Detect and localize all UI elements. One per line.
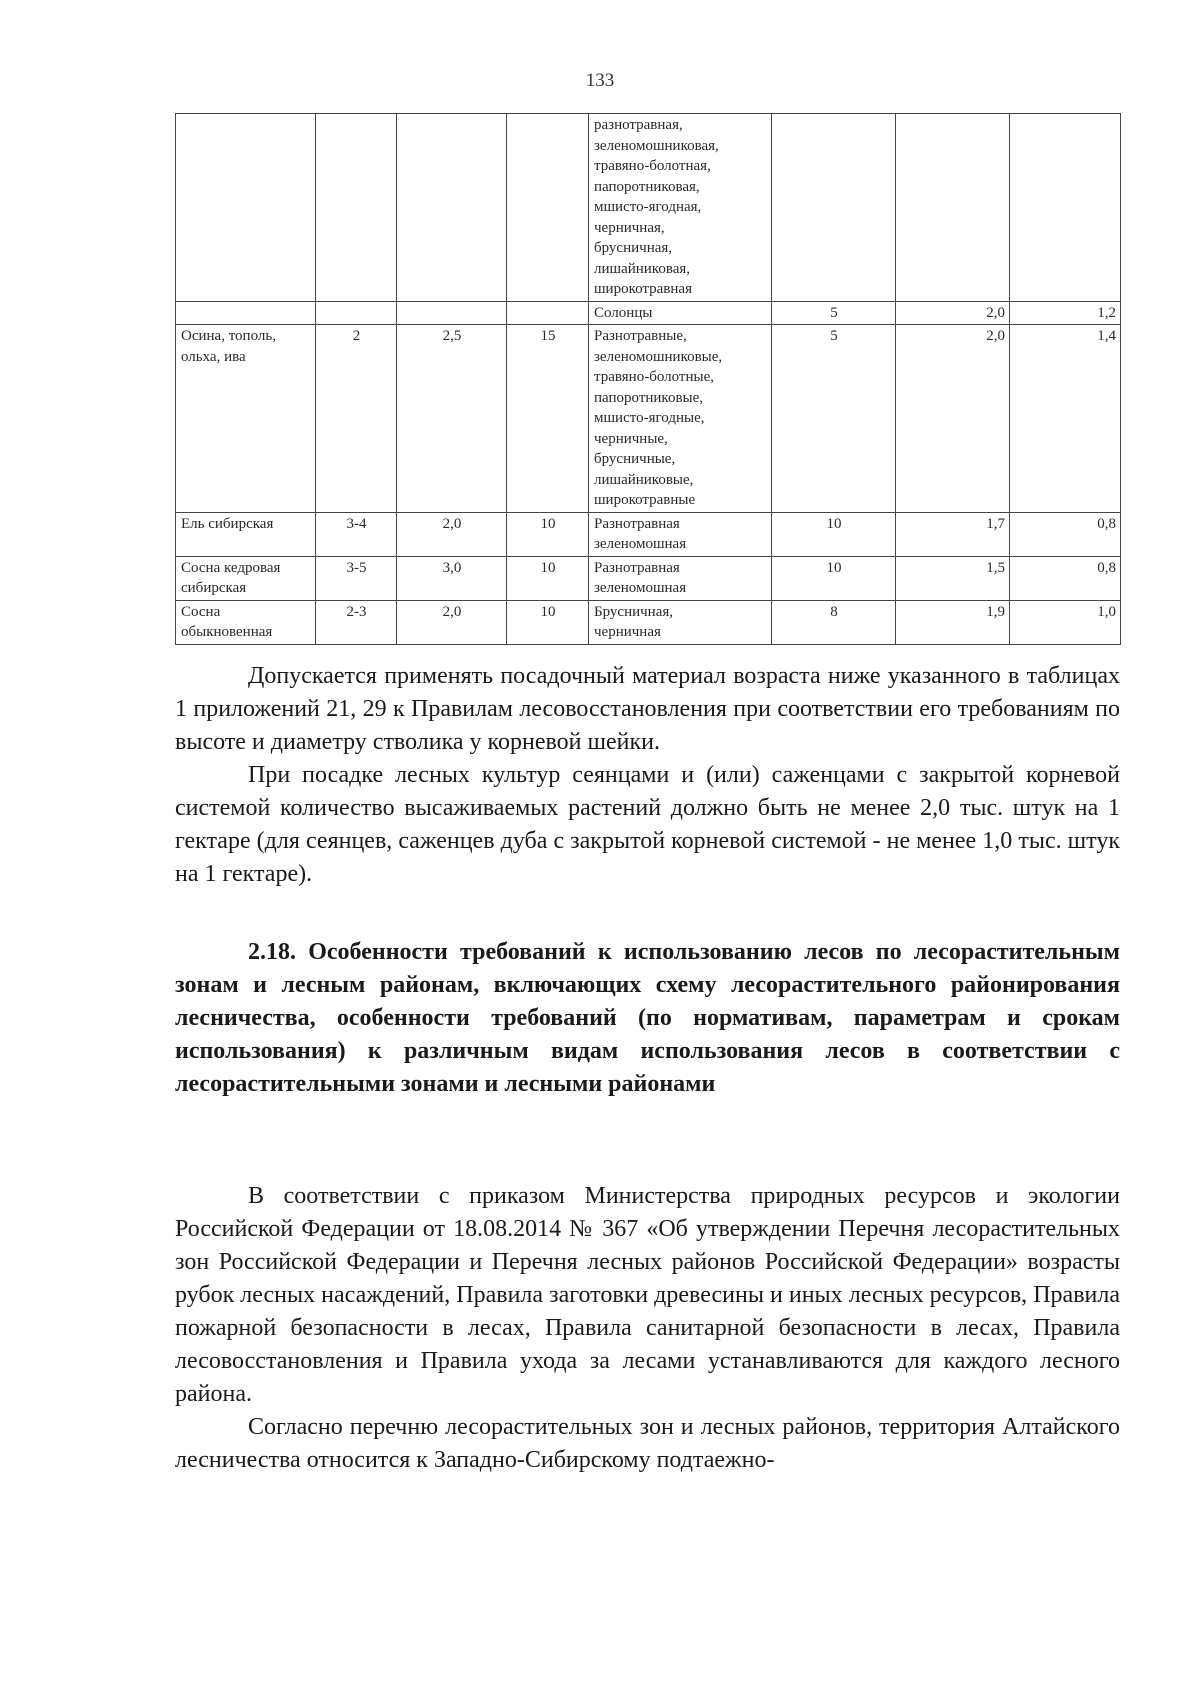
cell-forest-types xyxy=(589,325,772,513)
cell-col6: 10 xyxy=(772,512,896,556)
forest-type-line: черничная xyxy=(594,624,661,640)
table-row xyxy=(176,600,1121,644)
cell-species: Ель сибирская xyxy=(176,512,316,556)
cell-col4 xyxy=(507,114,589,302)
paragraph-block-2 xyxy=(175,1180,1120,1477)
forest-type-line: черничные, xyxy=(594,430,668,447)
forest-type-line: зеленомошная xyxy=(594,536,687,552)
forest-type-line: мшисто-ягодные, xyxy=(594,410,705,426)
cell-col4: 10 xyxy=(507,600,589,644)
forest-type-line: папоротниковые, xyxy=(594,389,704,406)
cell-col2 xyxy=(316,114,397,302)
forest-type-line: зеленомошная xyxy=(594,580,687,596)
table-row xyxy=(176,512,1121,556)
cell-col3 xyxy=(397,114,507,302)
forest-type-line: широкотравная xyxy=(594,281,692,297)
cell-species: Сосна обыкновенная xyxy=(176,600,316,644)
cell-col2: 2 xyxy=(316,325,397,513)
forest-type-line: Солонцы xyxy=(594,304,653,321)
cell-forest-types xyxy=(589,301,772,325)
forest-type-line: широкотравные xyxy=(594,492,696,508)
section-heading xyxy=(175,936,1120,1101)
cell-col7: 1,9 xyxy=(896,600,1010,644)
cell-col8 xyxy=(1010,114,1121,302)
cell-col6 xyxy=(772,114,896,302)
forest-type-line: папоротниковая, xyxy=(594,178,700,195)
cell-forest-types xyxy=(589,600,772,644)
cell-species: Осина, тополь, ольха, ива xyxy=(176,325,316,513)
cell-col3: 2,5 xyxy=(397,325,507,513)
cell-col8: 0,8 xyxy=(1010,556,1121,600)
cell-col2: 3-5 xyxy=(316,556,397,600)
cell-species: Сосна кедровая сибирская xyxy=(176,556,316,600)
forest-type-line: травяно-болотные, xyxy=(594,369,714,385)
table-row xyxy=(176,301,1121,325)
cell-col7 xyxy=(896,114,1010,302)
cell-forest-types xyxy=(589,114,772,302)
cell-forest-types xyxy=(589,512,772,556)
forest-type-line: Разнотравные, xyxy=(594,328,687,344)
section-title: Особенности требований к использованию лесов по лесорастительным зонам и лесным районам, включающих схему лесорастительного районирования лесничества, особенности требований (по нормативам, параметрам и срокам использования) к различным видам использования лесов в соответствии с лесорастительными зонами и лесными районами xyxy=(175,939,1120,1097)
table-row xyxy=(176,114,1121,302)
cell-col2 xyxy=(316,301,397,325)
cell-col4 xyxy=(507,301,589,325)
forest-type-line: Разнотравная xyxy=(594,559,680,576)
forest-type-line: лишайниковая, xyxy=(594,260,691,277)
forest-type-line: зеленомошниковая, xyxy=(594,137,719,154)
cell-col2: 3-4 xyxy=(316,512,397,556)
cell-col4: 10 xyxy=(507,556,589,600)
cell-col3: 3,0 xyxy=(397,556,507,600)
cell-col8: 1,0 xyxy=(1010,600,1121,644)
paragraph-planting-age: Допускается применять посадочный материал возраста ниже указанного в таблицах 1 приложений 21, 29 к Правилам лесовосстановления при соответствии его требованиям по высоте и диаметру стволика у корневой шейки. xyxy=(175,663,1120,755)
paragraph-block-1 xyxy=(175,660,1120,891)
table-row xyxy=(176,325,1121,513)
cell-col4: 15 xyxy=(507,325,589,513)
cell-forest-types xyxy=(589,556,772,600)
forest-type-line: лишайниковые, xyxy=(594,471,694,488)
forest-type-line: брусничные, xyxy=(594,451,676,467)
cell-col7: 1,5 xyxy=(896,556,1010,600)
section-number: 2.18. xyxy=(248,939,296,965)
cell-species xyxy=(176,114,316,302)
cell-col6: 8 xyxy=(772,600,896,644)
forest-type-line: травяно-болотная, xyxy=(594,158,711,174)
forest-type-line: брусничная, xyxy=(594,240,673,256)
cell-col6: 5 xyxy=(772,325,896,513)
cell-col7: 2,0 xyxy=(896,301,1010,325)
cell-col4: 10 xyxy=(507,512,589,556)
forest-type-line: черничная, xyxy=(594,219,665,236)
cell-col8: 1,4 xyxy=(1010,325,1121,513)
cell-species xyxy=(176,301,316,325)
table-body xyxy=(176,114,1121,645)
cell-col3 xyxy=(397,301,507,325)
forest-type-line: Разнотравная xyxy=(594,515,680,532)
cell-col8: 1,2 xyxy=(1010,301,1121,325)
paragraph-closed-root: При посадке лесных культур сеянцами и (или) саженцами с закрытой корневой системой количество высаживаемых растений должно быть не менее 2,0 тыс. штук на 1 гектаре (для сеянцев, саженцев дуба с закрытой корневой системой - не менее 1,0 тыс. штук на 1 гектаре). xyxy=(175,762,1120,887)
paragraph-order-reference: В соответствии с приказом Министерства природных ресурсов и экологии Российской Федерации от 18.08.2014 № 367 «Об утверждении Перечня лесорастительных зон Российской Федерации и Перечня лесных районов Российской Федерации» возрасты рубок лесных насаждений, Правила заготовки древесины и иных лесных ресурсов, Правила пожарной безопасности в лесах, Правила санитарной безопасности в лесах, Правила лесовосстановления и Правила ухода за лесами устанавливаются для каждого лесного района. xyxy=(175,1183,1120,1407)
forest-type-line: Брусничная, xyxy=(594,603,674,620)
cell-col6: 10 xyxy=(772,556,896,600)
forest-planting-table xyxy=(175,113,1121,645)
forest-type-line: зеленомошниковые, xyxy=(594,348,723,365)
paragraph-forest-zone: Согласно перечню лесорастительных зон и лесных районов, территория Алтайского лесничества относится к Западно-Сибирскому подтаежно- xyxy=(175,1414,1120,1473)
forest-type-line: мшисто-ягодная, xyxy=(594,199,702,215)
cell-col6: 5 xyxy=(772,301,896,325)
cell-col7: 2,0 xyxy=(896,325,1010,513)
cell-col3: 2,0 xyxy=(397,600,507,644)
cell-col7: 1,7 xyxy=(896,512,1010,556)
table-row xyxy=(176,556,1121,600)
forest-type-line: разнотравная, xyxy=(594,117,683,133)
page-number: 133 xyxy=(585,70,615,91)
cell-col8: 0,8 xyxy=(1010,512,1121,556)
cell-col3: 2,0 xyxy=(397,512,507,556)
cell-col2: 2-3 xyxy=(316,600,397,644)
